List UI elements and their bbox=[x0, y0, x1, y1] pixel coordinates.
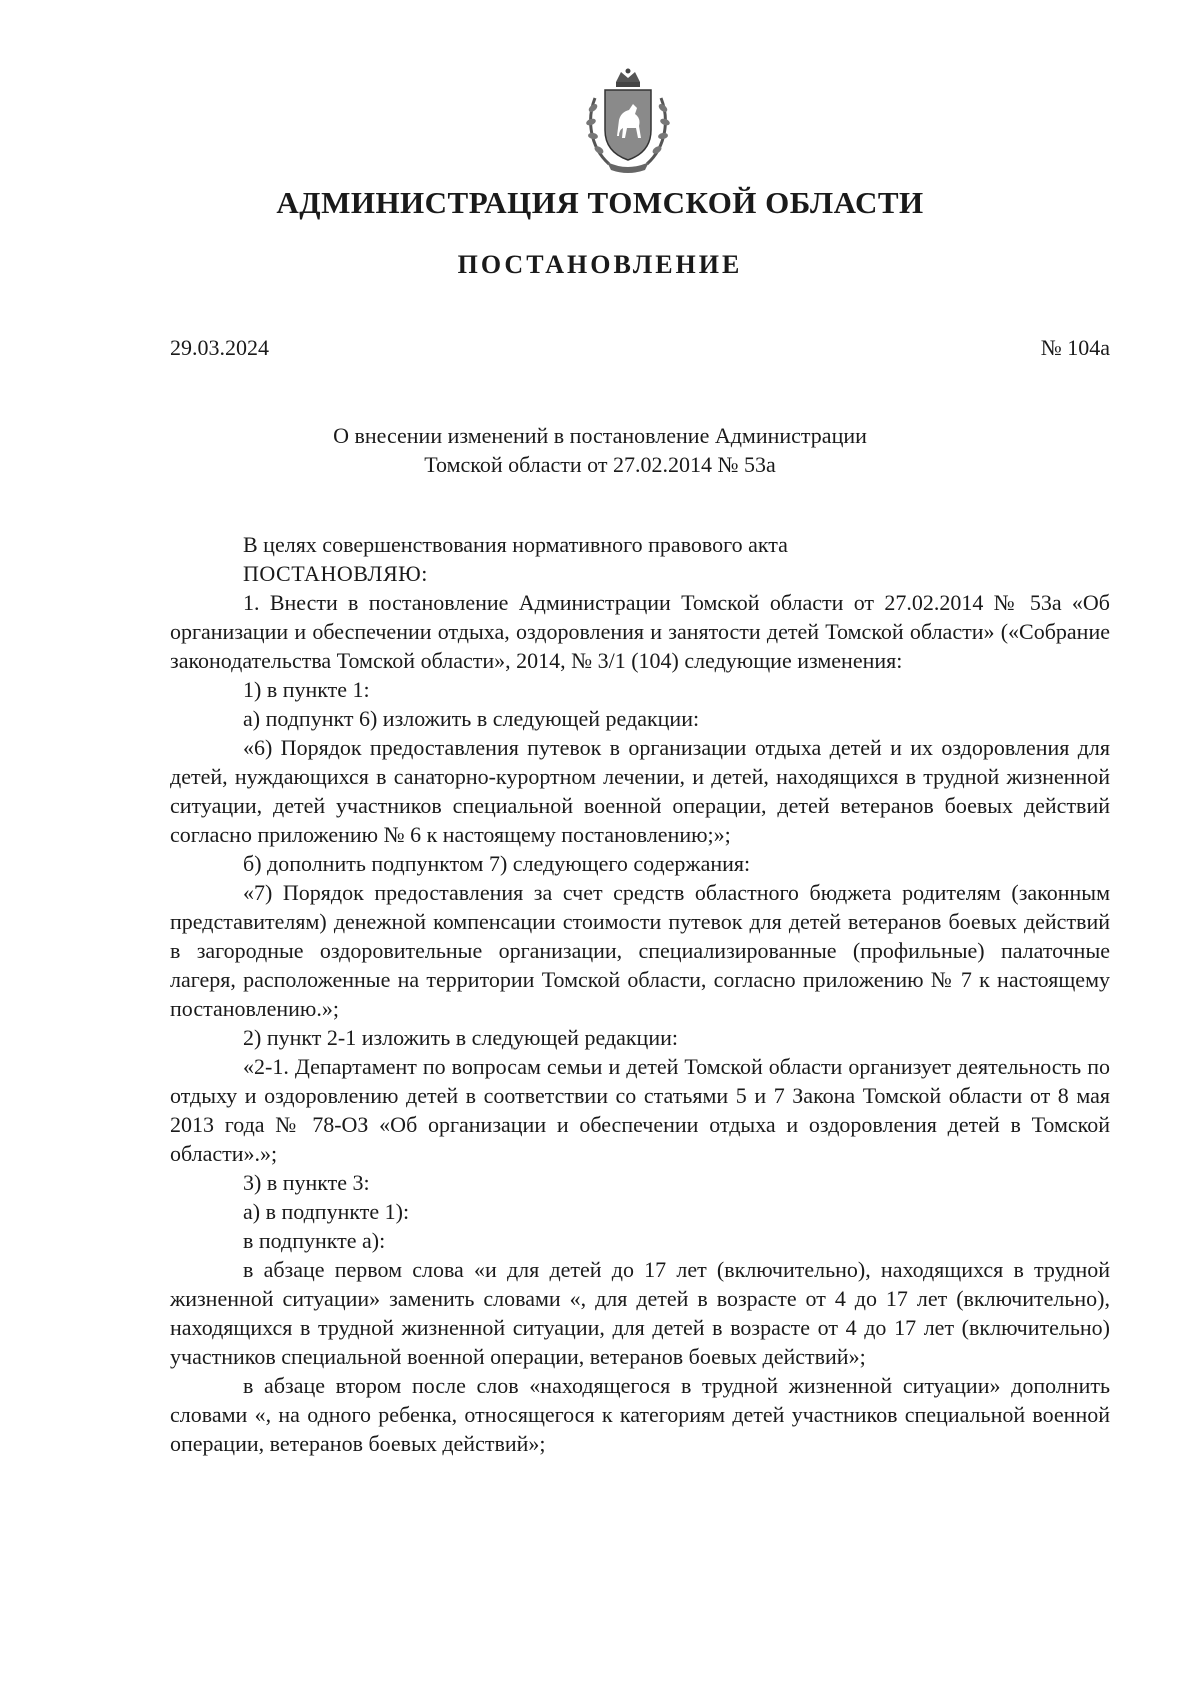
paragraph: б) дополнить подпунктом 7) следующего содержания: bbox=[243, 851, 751, 876]
tomsk-coat-of-arms-icon bbox=[583, 68, 673, 176]
document-subject bbox=[0, 421, 1200, 479]
paragraph: 3) в пункте 3: bbox=[243, 1170, 370, 1195]
subject-line: Томской области от 27.02.2014 № 53а bbox=[424, 452, 776, 477]
paragraph: в абзаце первом слова «и для детей до 17 лет (включительно), находящихся в трудной жизненной ситуации» заменить словами «, для детей в возрасте от 4 до 17 лет (включительно), находящихся в трудной жизненной ситуации, для детей в возрасте от 4 до 17 лет (включительно) участников специальной военной операции, ветеранов боевых действий»; bbox=[170, 1257, 1110, 1369]
paragraph: в абзаце втором после слов «находящегося в трудной жизненной ситуации» дополнить словами «, на одного ребенка, относящегося к категориям детей участников специальной военной операции, ветеранов боевых действий»; bbox=[170, 1373, 1110, 1456]
document-meta bbox=[170, 335, 1110, 361]
document-date: 29.03.2024 bbox=[170, 335, 269, 360]
paragraph: «2-1. Департамент по вопросам семьи и детей Томской области организует деятельность по отдыху и оздоровлению детей в соответствии со статьями 5 и 7 Закона Томской области от 8 мая 2013 года № 78-ОЗ «Об организации и обеспечении отдыха и оздоровления детей в Томской области».»; bbox=[170, 1054, 1110, 1166]
paragraph: В целях совершенствования нормативного правового акта bbox=[243, 532, 788, 557]
paragraph: «7) Порядок предоставления за счет средств областного бюджета родителям (законным представителям) денежной компенсации стоимости путевок для детей ветеранов боевых действий в загородные оздоровительные организации, специализированные (профильные) палаточные лагеря, расположенные на территории Томской области, согласно приложению № 7 к настоящему постановлению.»; bbox=[170, 880, 1110, 1021]
paragraph: а) в подпункте 1): bbox=[243, 1199, 410, 1224]
decree-word: ПОСТАНОВЛЯЮ: bbox=[243, 561, 428, 586]
document-body bbox=[170, 530, 1110, 1458]
paragraph: «6) Порядок предоставления путевок в организации отдыха детей и их оздоровления для детей, нуждающихся в санаторно-курортном лечении, и детей, находящихся в трудной жизненной ситуации, детей участников специальной военной операции, детей ветеранов боевых действий согласно приложению № 6 к настоящему постановлению;»; bbox=[170, 735, 1110, 847]
subject-line: О внесении изменений в постановление Администрации bbox=[333, 423, 867, 448]
document-type: ПОСТАНОВЛЕНИЕ bbox=[457, 250, 743, 279]
paragraph: 1) в пункте 1: bbox=[243, 677, 370, 702]
paragraph: 2) пункт 2-1 изложить в следующей редакции: bbox=[243, 1025, 678, 1050]
paragraph: 1. Внести в постановление Администрации Томской области от 27.02.2014 № 53а «Об организации и обеспечении отдыха, оздоровления и занятости детей Томской области» («Собрание законодательства Томской области», 2014, № 3/1 (104) следующие изменения: bbox=[170, 590, 1110, 673]
document-number: № 104а bbox=[1040, 335, 1110, 360]
organization-title: АДМИНИСТРАЦИЯ ТОМСКОЙ ОБЛАСТИ bbox=[276, 185, 924, 220]
paragraph: а) подпункт 6) изложить в следующей редакции: bbox=[243, 706, 700, 731]
paragraph: в подпункте а): bbox=[243, 1228, 386, 1253]
